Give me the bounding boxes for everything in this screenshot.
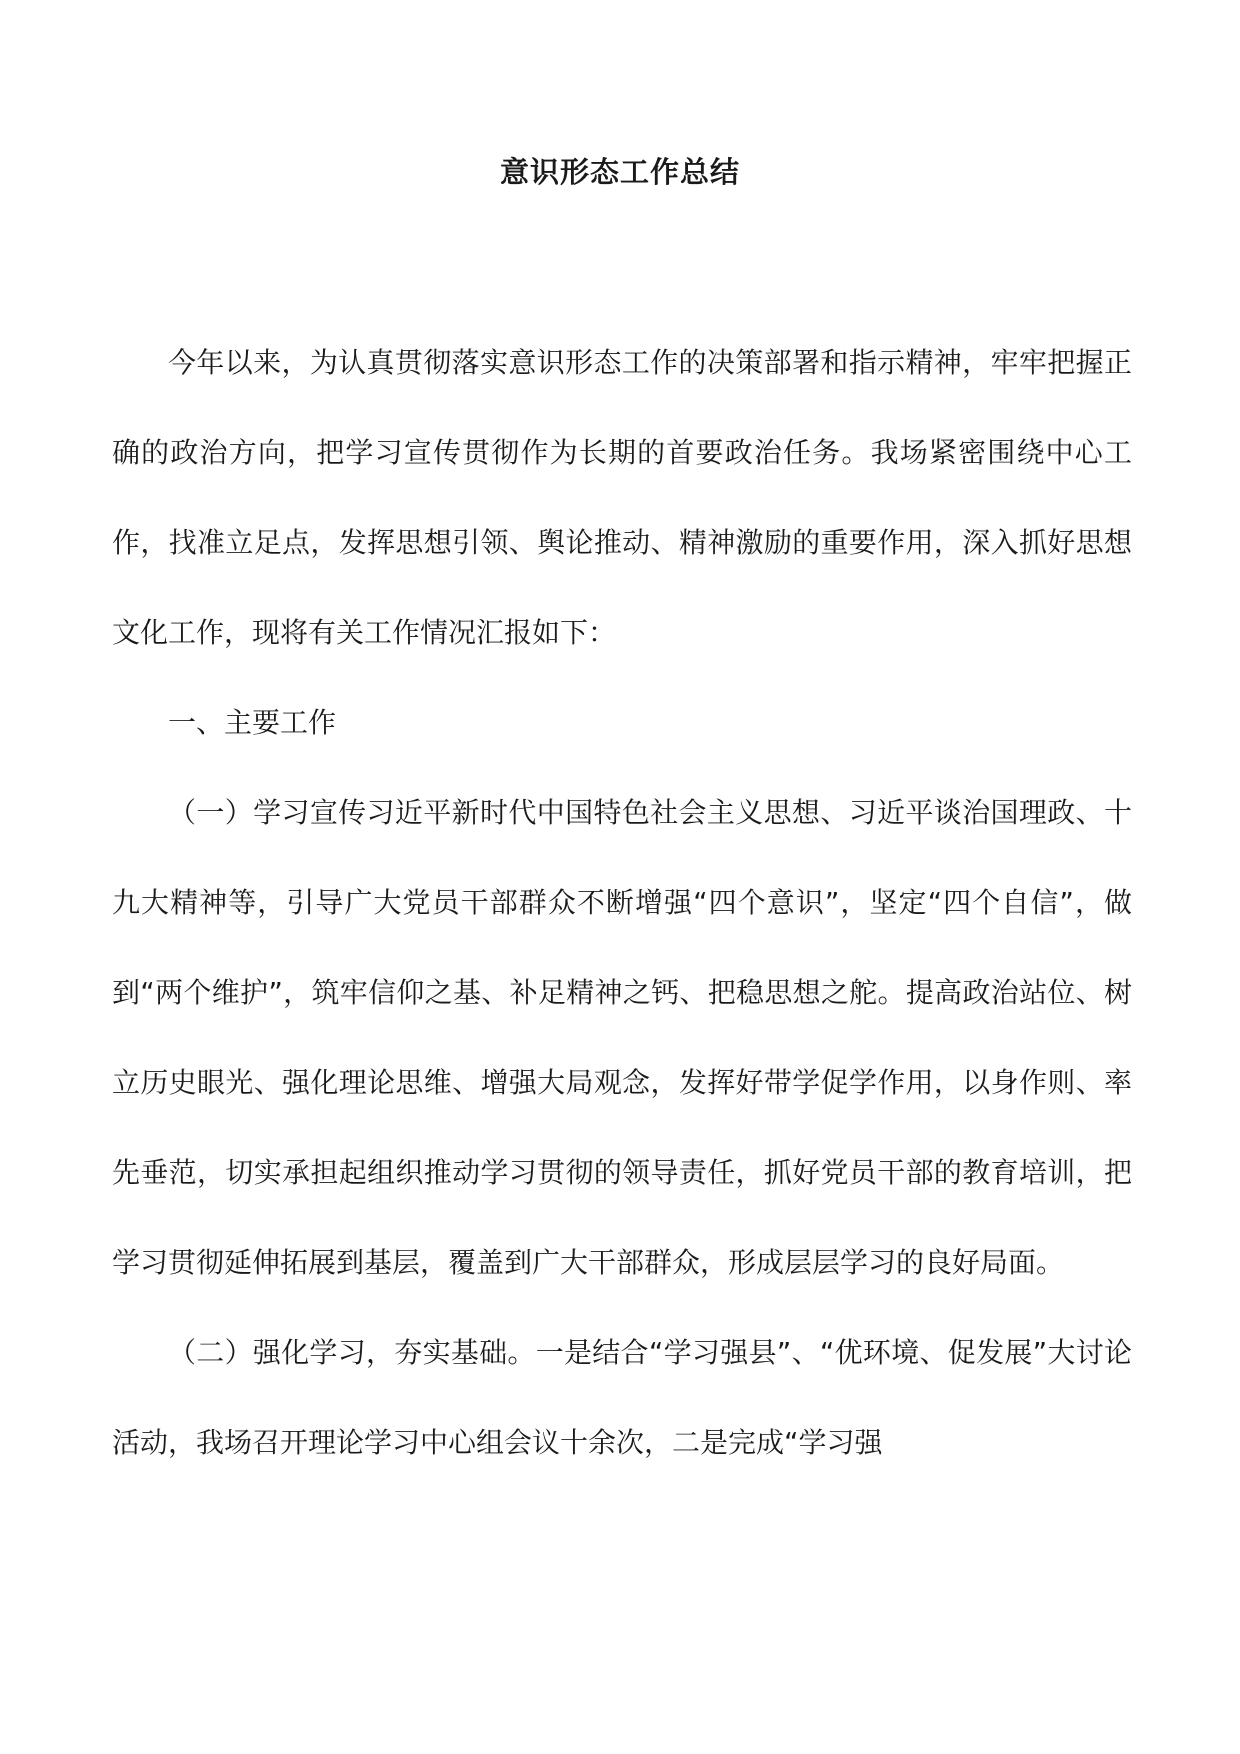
document-title: 意识形态工作总结	[499, 155, 740, 189]
section-heading-main-work: 一、主要工作	[168, 706, 337, 739]
paragraph-strengthen-study: （二）强化学习，夯实基础。一是结合“学习强县”、“优环境、促发展”大讨论活动，我场召开理论学习中心组会议十余次，二是完成“学习强	[112, 1336, 1132, 1459]
intro-paragraph: 今年以来，为认真贯彻落实意识形态工作的决策部署和指示精神，牢牢把握正确的政治方向，把学习宣传贯彻作为长期的首要政治任务。我场紧密围绕中心工作，找准立足点，发挥思想引领、舆论推动、精神激励的重要作用，深入抓好思想文化工作，现将有关工作情况汇报如下：	[112, 346, 1132, 649]
document-body	[112, 318, 1132, 1488]
paragraph-study-promotion: （一）学习宣传习近平新时代中国特色社会主义思想、习近平谈治国理政、十九大精神等，引导广大党员干部群众不断增强“四个意识”，坚定“四个自信”，做到“两个维护”，筑牢信仰之基、补足精神之钙、把稳思想之舵。提高政治站位、树立历史眼光、强化理论思维、增强大局观念，发挥好带学促学作用，以身作则、率先垂范，切实承担起组织推动学习贯彻的领导责任，抓好党员干部的教育培训，把学习贯彻延伸拓展到基层，覆盖到广大干部群众，形成层层学习的良好局面。	[112, 796, 1132, 1279]
